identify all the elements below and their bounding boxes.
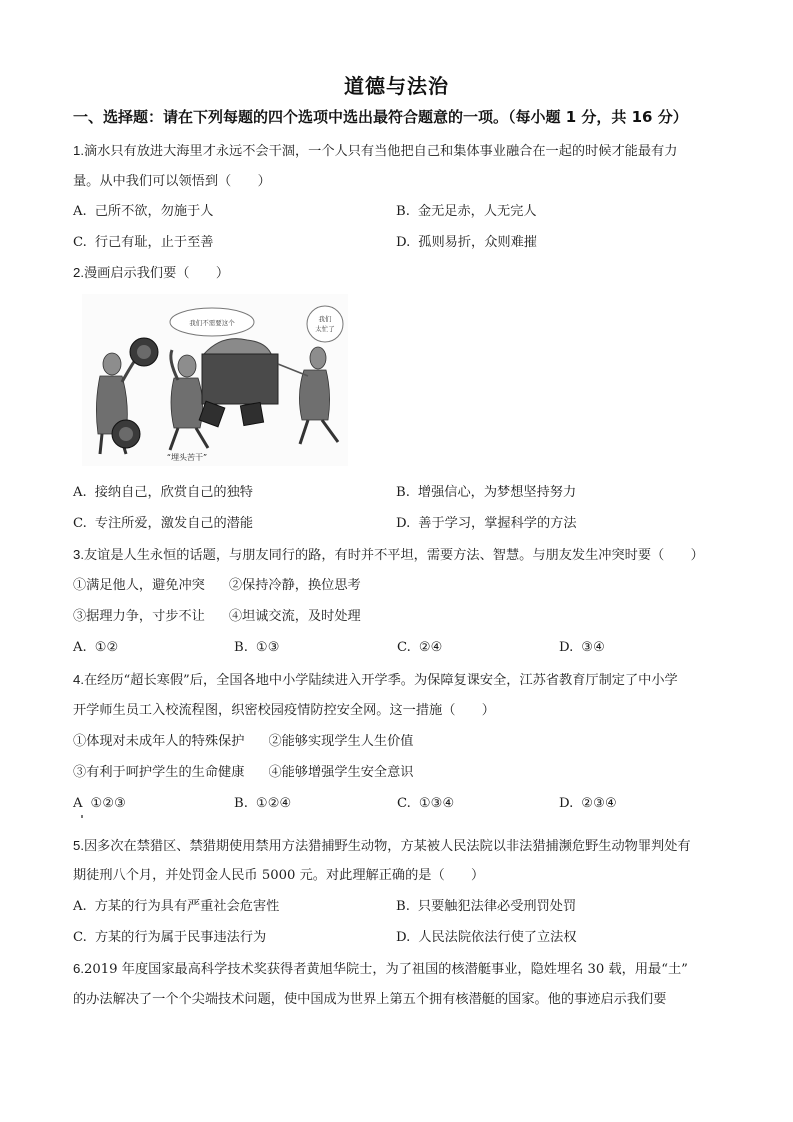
question-2-option-c[interactable] <box>73 514 253 534</box>
speech-bubble-2 <box>307 306 343 342</box>
question-4-option-a[interactable] <box>73 794 126 814</box>
stray-mark <box>81 815 83 818</box>
option-text: ③④ <box>581 640 605 655</box>
question-3-option-a[interactable] <box>73 638 118 658</box>
stem-text: 漫画启示我们要（ ） <box>84 266 230 281</box>
option-text: 善于学习，掌握科学的方法 <box>418 516 577 531</box>
statement-2: ②能够实现学生人生价值 <box>268 734 414 749</box>
option-text: 接纳自己，欣赏自己的独特 <box>94 485 253 500</box>
page-title: 道德与法治 <box>344 74 449 98</box>
option-text: ①③④ <box>418 796 455 811</box>
option-letter: D. <box>559 796 574 811</box>
question-1-option-c[interactable] <box>73 233 214 253</box>
question-5-stem-line-1 <box>73 836 691 857</box>
option-letter: A. <box>73 640 87 655</box>
question-5-option-d[interactable] <box>396 928 577 948</box>
question-1-stem-line-2: 量。从中我们可以领悟到（ ） <box>73 174 271 189</box>
question-1-option-d[interactable] <box>396 233 537 253</box>
question-4-option-b[interactable] <box>234 794 291 814</box>
option-text: ①② <box>94 640 119 655</box>
option-text: 专注所爱，激发自己的潜能 <box>94 516 254 531</box>
option-letter: C. <box>73 930 87 945</box>
question-number: 2. <box>73 265 84 280</box>
option-letter: B. <box>396 485 410 500</box>
question-4-statements-row-1 <box>73 732 414 752</box>
option-text: ①②④ <box>255 796 292 811</box>
option-letter: D. <box>396 930 411 945</box>
question-2-stem <box>73 263 229 284</box>
option-letter: C. <box>397 796 411 811</box>
question-1-option-a[interactable] <box>73 202 213 222</box>
option-text: 只要触犯法律必受刑罚处罚 <box>417 899 577 914</box>
question-3-option-c[interactable] <box>397 638 442 658</box>
option-letter: D. <box>396 235 411 250</box>
option-text: ②③④ <box>581 796 617 811</box>
stem-text: 友谊是人生永恒的话题，与朋友同行的路，有时并不平坦，需要方法、智慧。与朋友发生冲突时要（ ） <box>84 548 704 563</box>
question-number: 6. <box>73 961 84 976</box>
option-letter: D. <box>559 640 574 655</box>
option-text: 方某的行为属于民事违法行为 <box>94 930 267 945</box>
svg-text:太忙了: 太忙了 <box>315 325 335 333</box>
statement-3: ③据理力争，寸步不让 <box>73 609 205 624</box>
option-letter: B. <box>234 640 248 655</box>
option-text: 方某的行为具有严重社会危害性 <box>94 899 280 914</box>
question-number: 1. <box>73 143 84 158</box>
statement-2: ②保持冷静，换位思考 <box>228 578 361 593</box>
option-letter: B. <box>396 204 410 219</box>
svg-text:我们不需要这个: 我们不需要这个 <box>189 319 235 327</box>
question-2-option-d[interactable] <box>396 514 577 534</box>
option-text: 己所不欲，勿施于人 <box>94 204 214 219</box>
question-1-option-b[interactable] <box>396 202 537 222</box>
stem-text: 2019 年度国家最高科学技术奖获得者黄旭华院士，为了祖国的核潜艇事业，隐姓埋名 30 载，用最“土” <box>84 962 688 977</box>
option-letter: A <box>73 796 83 811</box>
question-3-statements-row-2 <box>73 607 361 627</box>
statement-3: ③有利于呵护学生的生命健康 <box>73 765 245 780</box>
option-letter: A. <box>73 204 87 219</box>
stem-text: 因多次在禁猎区、禁猎期使用禁用方法猎捕野生动物，方某被人民法院以非法猎捕濒危野生动物罪判处有 <box>84 839 691 854</box>
question-4-statements-row-2 <box>73 763 414 783</box>
option-text: ①②③ <box>90 796 126 811</box>
option-letter: B. <box>396 899 410 914</box>
question-3-stem <box>73 545 704 566</box>
option-letter: A. <box>73 485 87 500</box>
svg-text:“埋头苦干”: “埋头苦干” <box>166 453 208 462</box>
question-4-option-c[interactable] <box>397 794 454 814</box>
question-5-option-b[interactable] <box>396 897 576 917</box>
option-letter: C. <box>73 235 87 250</box>
statement-1: ①体现对未成年人的特殊保护 <box>73 734 245 749</box>
question-6-stem-line-1 <box>73 959 688 980</box>
question-number: 4. <box>73 672 84 687</box>
statement-4: ④坦诚交流，及时处理 <box>228 609 361 624</box>
option-letter: C. <box>73 516 87 531</box>
question-5-stem-line-2: 期徒刑八个月，并处罚金人民币 5000 元。对此理解正确的是（ ） <box>73 868 485 883</box>
section-heading: 一、选择题：请在下列每题的四个选项中选出最符合题意的一项。（每小题 1 分，共 16 分） <box>73 108 688 126</box>
option-letter: D. <box>396 516 411 531</box>
question-3-statements-row-1 <box>73 576 361 596</box>
question-2-option-b[interactable] <box>396 483 576 503</box>
question-3-option-d[interactable] <box>559 638 605 658</box>
option-text: ①③ <box>255 640 280 655</box>
option-text: 孤则易折，众则难摧 <box>418 235 537 250</box>
option-letter: B. <box>234 796 248 811</box>
question-4-stem-line-2: 开学师生员工入校流程图，织密校园疫情防控安全网。这一措施（ ） <box>73 703 495 718</box>
question-6-stem-line-2: 的办法解决了一个个尖端技术问题，使中国成为世界上第五个拥有核潜艇的国家。他的事迹启示我们要 <box>73 992 667 1007</box>
stem-text: 在经历“超长寒假”后，全国各地中小学陆续进入开学季。为保障复课安全，江苏省教育厅制定了中小学 <box>84 673 678 688</box>
option-text: 金无足赤，人无完人 <box>417 204 537 219</box>
cartoon-image <box>82 294 348 466</box>
svg-text:我们: 我们 <box>318 315 332 323</box>
question-4-stem-line-1 <box>73 670 678 691</box>
question-5-option-a[interactable] <box>73 897 279 917</box>
question-number: 3. <box>73 547 84 562</box>
option-letter: A. <box>73 899 87 914</box>
option-text: ②④ <box>418 640 443 655</box>
stem-text: 滴水只有放进大海里才永远不会干涸，一个人只有当他把自己和集体事业融合在一起的时候才能最有力 <box>84 144 678 159</box>
question-1-stem-line-1 <box>73 141 677 162</box>
question-2-option-a[interactable] <box>73 483 253 503</box>
question-3-option-b[interactable] <box>234 638 280 658</box>
question-4-option-d[interactable] <box>559 794 617 814</box>
statement-1: ①满足他人，避免冲突 <box>73 578 205 593</box>
option-text: 增强信心，为梦想坚持努力 <box>417 485 577 500</box>
option-text: 行己有耻，止于至善 <box>94 235 214 250</box>
option-letter: C. <box>397 640 411 655</box>
option-text: 人民法院依法行使了立法权 <box>418 930 577 945</box>
statement-4: ④能够增强学生安全意识 <box>268 765 414 780</box>
question-number: 5. <box>73 838 84 853</box>
question-5-option-c[interactable] <box>73 928 266 948</box>
